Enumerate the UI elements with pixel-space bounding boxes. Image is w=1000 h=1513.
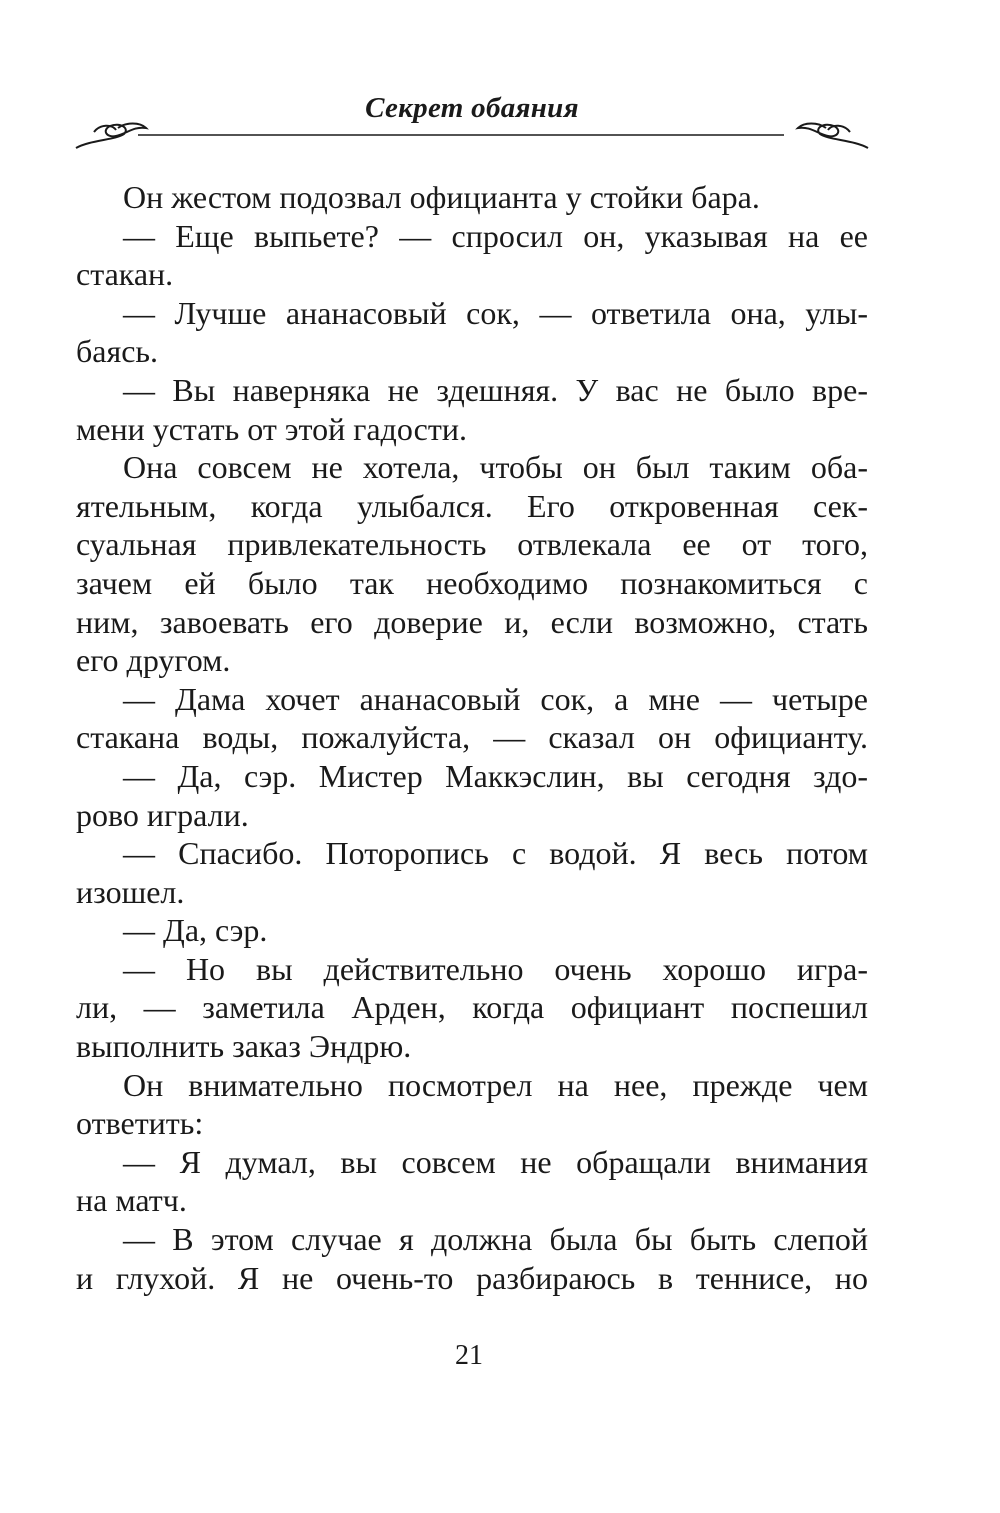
text-line: стакан. <box>76 256 174 293</box>
text-line: — Но вы действительно очень хорошо игра- <box>123 950 868 987</box>
text-line: — Вы наверняка не здешняя. У вас не было вре- <box>123 371 868 408</box>
text-line: Он жестом подозвал официанта у стойки бара. <box>123 179 760 215</box>
left-flourish-icon <box>76 124 146 149</box>
text-line: ли, — заметила Арден, когда официант поспешил <box>76 989 868 1026</box>
text-line: ним, завоевать его доверие и, если возможно, стать <box>76 603 868 640</box>
page-header <box>72 92 872 162</box>
text-line: — В этом случае я должна была бы быть слепой <box>123 1221 868 1258</box>
text-line: мени устать от этой гадости. <box>76 410 467 447</box>
text-line: — Спасибо. Поторопись с водой. Я весь потом <box>123 835 868 872</box>
text-line: рово играли. <box>76 796 249 833</box>
page-number: 21 <box>455 1340 483 1371</box>
text-line: — Еще выпьете? — спросил он, указывая на ее <box>123 217 868 254</box>
text-line: зачем ей было так необходимо познакомиться с <box>76 564 868 601</box>
text-line: — Да, сэр. Мистер Маккэслин, вы сегодня здо- <box>123 757 868 794</box>
text-line: — Да, сэр. <box>123 912 268 949</box>
text-line: Он внимательно посмотрел на нее, прежде чем <box>123 1066 868 1103</box>
right-flourish-icon <box>798 124 868 149</box>
text-line: — Дама хочет ананасовый сок, а мне — четыре <box>123 680 868 717</box>
ornamental-rule <box>72 114 872 154</box>
text-line: на матч. <box>76 1182 187 1219</box>
text-line: суальная привлекательность отвлекала ее от того, <box>76 526 868 563</box>
text-line: — Я думал, вы совсем не обращали внимания <box>123 1143 868 1180</box>
text-line: изошел. <box>76 873 185 910</box>
body-text <box>76 178 868 1297</box>
text-line: и глухой. Я не очень-то разбираюсь в теннисе, но <box>76 1259 868 1296</box>
text-line: его другом. <box>76 642 231 679</box>
text-line: Она совсем не хотела, чтобы он был таким оба- <box>123 449 868 486</box>
text-line: баясь. <box>76 333 158 370</box>
text-line: стакана воды, пожалуйста, — сказал он официанту. <box>76 719 868 756</box>
text-line: ятельным, когда улыбался. Его откровенная сек- <box>76 487 868 524</box>
running-title: Секрет обаяния <box>365 92 579 124</box>
text-line: ответить: <box>76 1105 204 1142</box>
text-line: выполнить заказ Эндрю. <box>76 1028 412 1065</box>
text-line: — Лучше ананасовый сок, — ответила она, улы- <box>123 294 868 331</box>
